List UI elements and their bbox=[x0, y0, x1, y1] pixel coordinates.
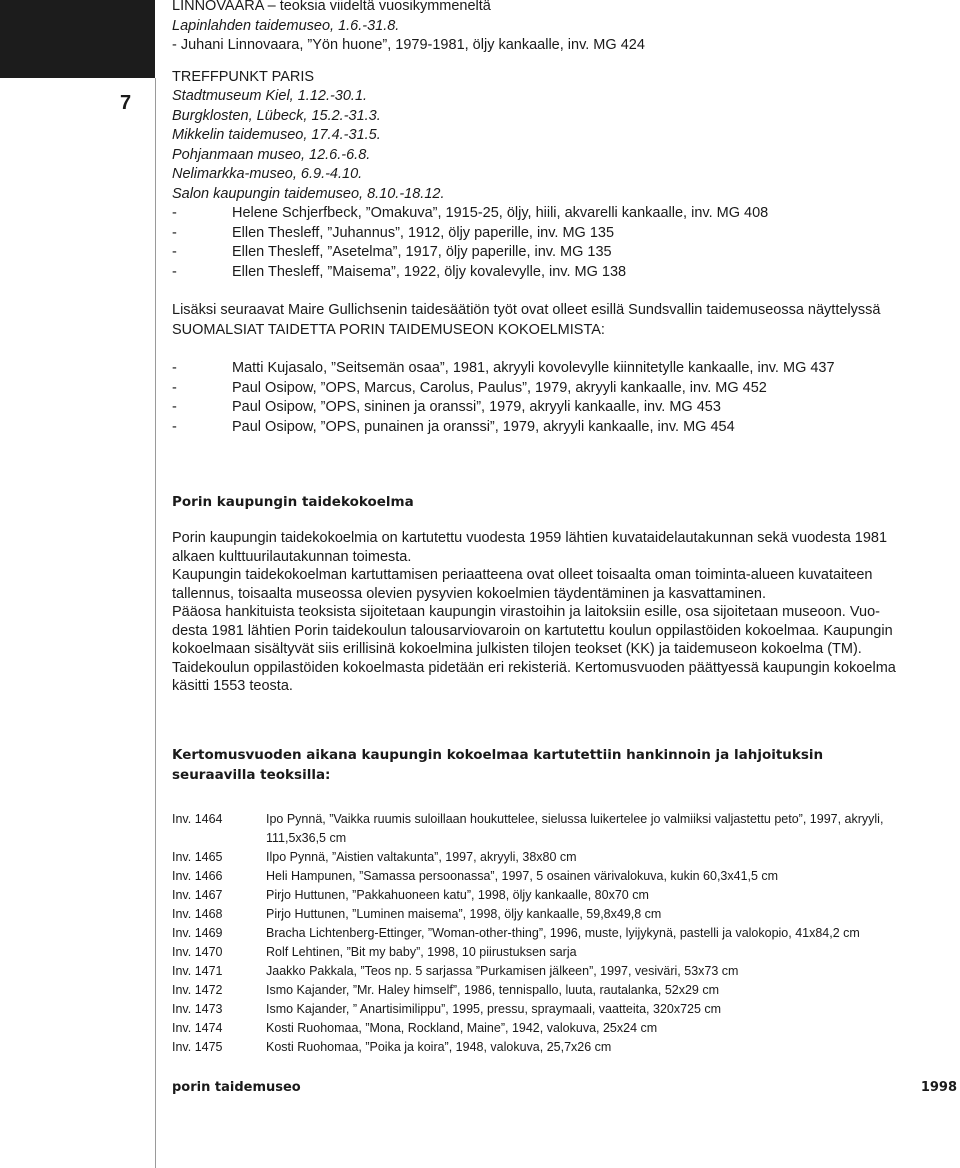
acquisition-row: Inv. 1475 Kosti Ruohomaa, ”Poika ja koira”, 1948, valokuva, 25,7x26 cm bbox=[172, 1039, 612, 1054]
exhibition-title: LINNOVAARA – teoksia viideltä vuosikymmeneltä bbox=[172, 0, 491, 14]
work-list-item: - Paul Osipow, ”OPS, sininen ja oranssi”, 1979, akryyli kankaalle, inv. MG 453 bbox=[172, 399, 721, 415]
paragraph-line: käsitti 1553 teosta. bbox=[172, 678, 293, 694]
paragraph-line: tallennus, toisaalta museossa olevien pysyvien kokoelmien täydentäminen ja kasvattaminen. bbox=[172, 585, 767, 602]
intro-line: SUOMALSIAT TAIDETTA PORIN TAIDEMUSEON KOKOELMISTA: bbox=[172, 321, 605, 338]
black-page-tab bbox=[0, 0, 155, 78]
section-heading: Kertomusvuoden aikana kaupungin kokoelmaa kartutettiin hankinnoin ja lahjoituksin bbox=[172, 746, 824, 763]
exhibition-venue: Mikkelin taidemuseo, 17.4.-31.5. bbox=[172, 127, 381, 143]
acquisition-row: Inv. 1470 Rolf Lehtinen, ”Bit my baby”, 1998, 10 piirustuksen sarja bbox=[172, 944, 577, 959]
work-list-item: - Paul Osipow, ”OPS, punainen ja oranssi”, 1979, akryyli kankaalle, inv. MG 454 bbox=[172, 418, 735, 435]
paragraph-line: desta 1981 lähtien Porin taidekoulun talousarviovaroin on kartutettu koulun oppilastöiden kokoelmaa. Kaupungin bbox=[172, 622, 893, 639]
exhibition-venue: Pohjanmaan museo, 12.6.-6.8. bbox=[172, 146, 371, 163]
page-content bbox=[172, 0, 957, 1057]
collection-section bbox=[172, 492, 957, 696]
acquisition-row: Inv. 1464 Ipo Pynnä, ”Vaikka ruumis suloillaan houkuttelee, sielussa luikertelee jo valmiiksi valjastettu peto”, 1997, akryyli, bbox=[172, 811, 884, 826]
paragraph-line: Porin kaupungin taidekokoelmia on kartutettu vuodesta 1959 lähtien kuvataidelautakunnan sekä vuodesta 1981 bbox=[172, 530, 888, 546]
work-list-item: - Paul Osipow, ”OPS, Marcus, Carolus, Paulus”, 1979, akryyli kankaalle, inv. MG 452 bbox=[172, 379, 767, 396]
work-list-item: - Ellen Thesleff, ”Juhannus”, 1912, öljy paperille, inv. MG 135 bbox=[172, 224, 615, 241]
section-heading: seuraavilla teoksilla: bbox=[172, 766, 331, 783]
footer-year: 1998 bbox=[920, 1080, 957, 1095]
exhibition-work: - Juhani Linnovaara, ”Yön huone”, 1979-1981, öljy kankaalle, inv. MG 424 bbox=[172, 37, 645, 53]
exhibition-venue: Lapinlahden taidemuseo, 1.6.-31.8. bbox=[172, 17, 400, 34]
acquisition-row: Inv. 1469 Bracha Lichtenberg-Ettinger, ”Woman-other-thing”, 1996, muste, lyijykynä, pastelli ja valokopio, 41x84,2 cm bbox=[172, 925, 860, 940]
acquisition-row: Inv. 1466 Heli Hampunen, ”Samassa persoonassa”, 1997, 5 osainen värivalokuva, kukin 60,3x41,5 cm bbox=[172, 868, 779, 883]
intro-line: Lisäksi seuraavat Maire Gullichsenin taidesäätiön työt ovat olleet esillä Sundsvallin taidemuseossa näyttelyssä bbox=[172, 302, 881, 318]
exhibition-venue: Stadtmuseum Kiel, 1.12.-30.1. bbox=[172, 88, 368, 104]
acquisition-row: Inv. 1472 Ismo Kajander, ”Mr. Haley himself”, 1986, tennispallo, luuta, rautalanka, 52x29 cm bbox=[172, 982, 720, 997]
footer-publisher: porin taidemuseo bbox=[172, 1080, 301, 1095]
gullichsen-block bbox=[172, 301, 957, 437]
paragraph-line: Taidekoulun oppilastöiden kokoelmasta pidetään eri rekisteriä. Kertomusvuoden päättyessä kaupungin kokoelma bbox=[172, 659, 896, 676]
paragraph-line: kokoelmaan sisältyvät siis erillisinä kokoelmina julkisten tilojen teokset (KK) ja taidemuseon kokoelma (TM). bbox=[172, 641, 862, 657]
acquisition-row: 111,5x36,5 cm bbox=[266, 830, 347, 845]
exhibition-venue: Salon kaupungin taidemuseo, 8.10.-18.12. bbox=[172, 185, 445, 202]
page-footer bbox=[172, 1080, 957, 1095]
work-list-item: - Matti Kujasalo, ”Seitsemän osaa”, 1981, akryyli kovolevylle kiinnitetylle kankaalle, inv. MG 437 bbox=[172, 360, 835, 376]
work-list-item: - Ellen Thesleff, ”Maisema”, 1922, öljy kovalevylle, inv. MG 138 bbox=[172, 263, 627, 280]
exhibition-title: TREFFPUNKT PARIS bbox=[172, 68, 315, 85]
paragraph-line: alkaen kulttuurilautakunnan toimesta. bbox=[172, 548, 412, 565]
acquisition-row: Inv. 1468 Pirjo Huttunen, ”Luminen maisema”, 1998, öljy kankaalle, 59,8x49,8 cm bbox=[172, 906, 662, 921]
acquisition-row: Inv. 1474 Kosti Ruohomaa, ”Mona, Rockland, Maine”, 1942, valokuva, 25x24 cm bbox=[172, 1020, 658, 1035]
acquisition-row: Inv. 1471 Jaakko Pakkala, ”Teos np. 5 sarjassa ”Purkamisen jälkeen”, 1997, vesiväri, 53x73 cm bbox=[172, 963, 739, 978]
acquisition-row: Inv. 1473 Ismo Kajander, ” Anartisimilippu”, 1995, pressu, spraymaali, vaatteita, 320x725 cm bbox=[172, 1001, 722, 1016]
work-list-item: - Helene Schjerfbeck, ”Omakuva”, 1915-25, öljy, hiili, akvarelli kankaalle, inv. MG 408 bbox=[172, 205, 769, 221]
acquisition-row: Inv. 1465 Ilpo Pynnä, ”Aistien valtakunta”, 1997, akryyli, 38x80 cm bbox=[172, 849, 577, 864]
page-number: 7 bbox=[120, 92, 132, 114]
work-list-item: - Ellen Thesleff, ”Asetelma”, 1917, öljy paperille, inv. MG 135 bbox=[172, 244, 612, 260]
acquisitions-section bbox=[172, 745, 957, 1057]
exhibition-venue: Burgklosten, Lübeck, 15.2.-31.3. bbox=[172, 107, 381, 124]
paragraph-line: Pääosa hankituista teoksista sijoitetaan kaupungin virastoihin ja laitoksiin esille, osa sijoitetaan museoon. Vuo- bbox=[172, 604, 880, 620]
margin-rule bbox=[155, 78, 156, 1168]
acquisition-row: Inv. 1467 Pirjo Huttunen, ”Pakkahuoneen katu”, 1998, öljy kankaalle, 80x70 cm bbox=[172, 887, 649, 902]
paragraph-line: Kaupungin taidekokoelman kartuttamisen periaatteena ovat olleet toisaalta oman toiminta-alueen kuvataiteen bbox=[172, 567, 873, 583]
treffpunkt-block bbox=[172, 68, 957, 283]
exhibition-venue: Nelimarkka-museo, 6.9.-4.10. bbox=[172, 166, 363, 182]
linnovaara-block bbox=[172, 0, 957, 56]
section-heading: Porin kaupungin taidekokoelma bbox=[172, 494, 414, 510]
